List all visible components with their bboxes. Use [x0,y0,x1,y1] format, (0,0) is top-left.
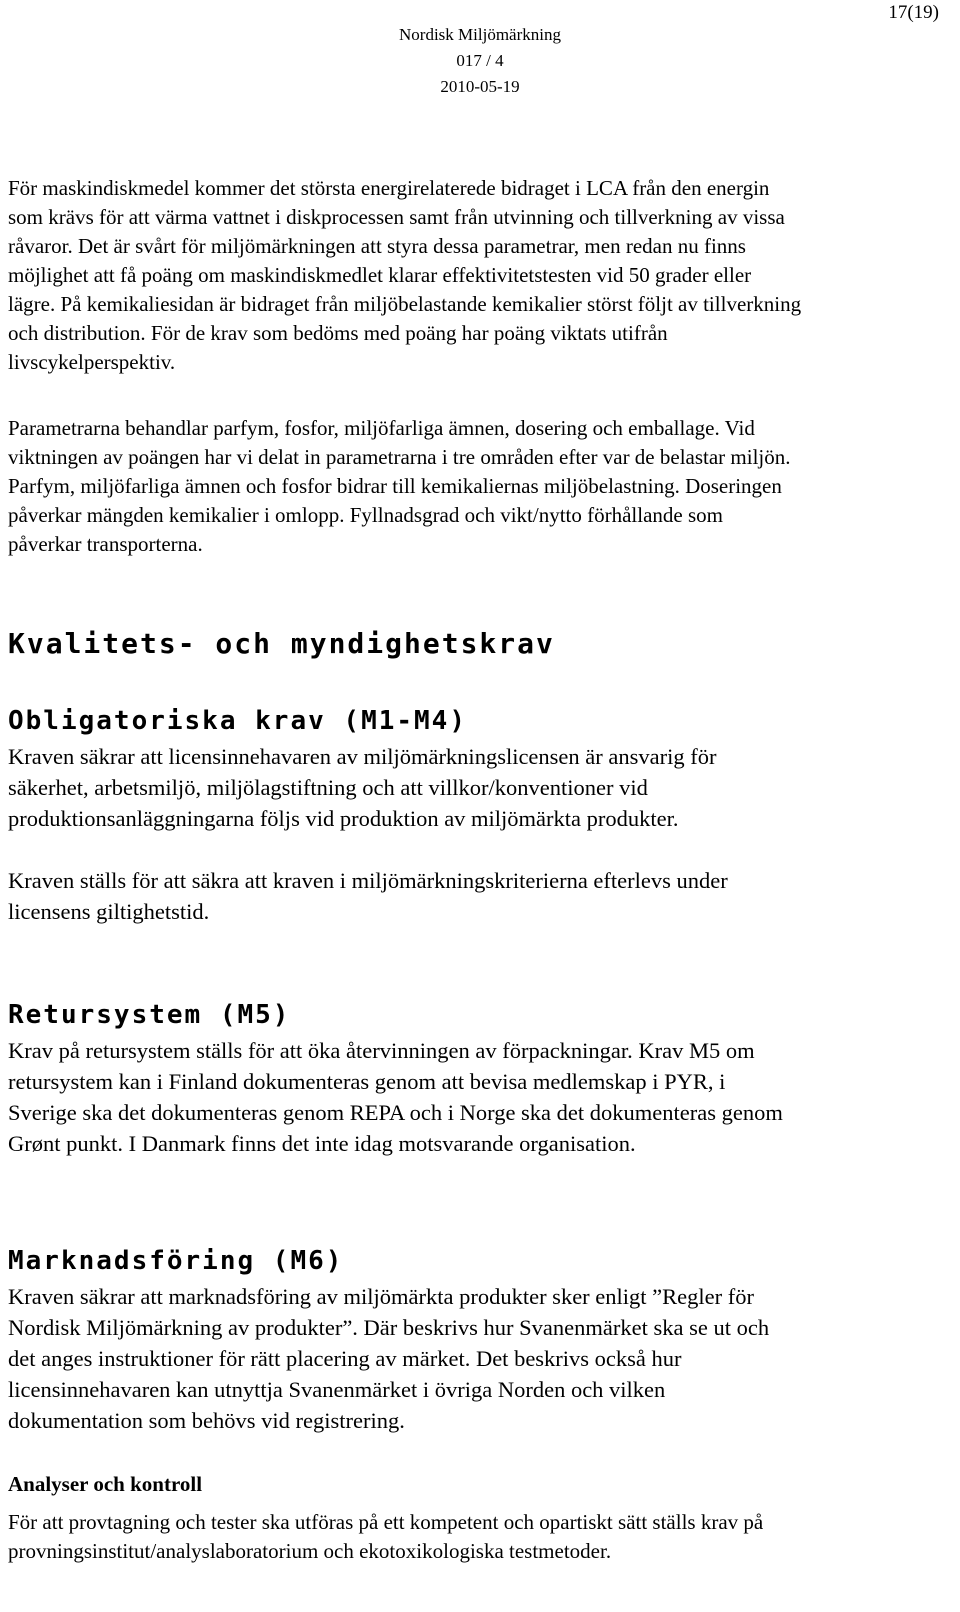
text-line: livscykelperspektiv. [8,350,176,374]
text-line: licensinnehavaren kan utnyttja Svanenmärket i övriga Norden och vilken [8,1377,666,1402]
marketing-paragraph [8,1281,958,1436]
text-line: Kraven ställs för att säkra att kraven i miljömärkningskriterierna efterlevs under [8,868,728,893]
text-line: Parfym, miljöfarliga ämnen och fosfor bidrar till kemikaliernas miljöbelastning. Doseringen [8,474,782,498]
analysis-paragraph [8,1508,958,1566]
text-line: dokumentation som behövs vid registrering. [8,1408,405,1433]
text-line: Kraven säkrar att licensinnehavaren av miljömärkningslicensen är ansvarig för [8,744,717,769]
text-line: säkerhet, arbetsmiljö, miljölagstiftning och att villkor/konventioner vid [8,775,648,800]
text-line: viktningen av poängen har vi delat in parametrarna i tre områden efter var de belastar miljön. [8,445,791,469]
text-line: Krav på retursystem ställs för att öka återvinningen av förpackningar. Krav M5 om [8,1038,755,1063]
text-line: Parametrarna behandlar parfym, fosfor, miljöfarliga ämnen, dosering och emballage. Vid [8,416,755,440]
marketing-heading: Marknadsföring (M6) [8,1246,344,1276]
intro-paragraph-2 [8,414,958,559]
text-line: det anges instruktioner för rätt placering av märket. Det beskrivs också hur [8,1346,682,1371]
analysis-heading: Analyser och kontroll [8,1472,203,1496]
text-line: möjlighet att få poäng om maskindiskmedlet klarar effektivitetstesten vid 50 grader eller [8,263,752,287]
text-line: Nordisk Miljömärkning av produkter”. Där beskrivs hur Svanenmärket ska se ut och [8,1315,770,1340]
text-line: licensens giltighetstid. [8,899,210,924]
header-organization: Nordisk Miljömärkning [399,25,561,44]
text-line: som krävs för att värma vattnet i diskprocessen samt från utvinning och tillverkning av vissa [8,205,785,229]
text-line: provningsinstitut/analyslaboratorium och ekotoxikologiska testmetoder. [8,1539,612,1563]
mandatory-paragraph-2 [8,865,958,927]
intro-paragraph-1 [8,174,958,377]
text-line: retursystem kan i Finland dokumenteras genom att bevisa medlemskap i PYR, i [8,1069,726,1094]
page-number: 17(19) [888,2,939,23]
document-header [0,22,960,100]
text-line: Sverige ska det dokumenteras genom REPA och i Norge ska det dokumenteras genom [8,1100,783,1125]
text-line: Grønt punkt. I Danmark finns det inte idag motsvarande organisation. [8,1131,636,1156]
text-line: För maskindiskmedel kommer det största energirelaterede bidraget i LCA från den energin [8,176,770,200]
text-line: och distribution. För de krav som bedöms med poäng har poäng viktats utifrån [8,321,668,345]
section-heading: Kvalitets- och myndighetskrav [8,627,555,660]
text-line: råvaror. Det är svårt för miljömärkningen att styra dessa parametrar, men redan nu finns [8,234,746,258]
return-system-heading: Retursystem (M5) [8,1000,291,1030]
text-line: produktionsanläggningarna följs vid produktion av miljömärkta produkter. [8,806,679,831]
header-reference: 017 / 4 [456,51,504,70]
text-line: För att provtagning och tester ska utföras på ett kompetent och opartiskt sätt ställs krav på [8,1510,764,1534]
mandatory-heading: Obligatoriska krav (M1-M4) [8,706,467,736]
text-line: påverkar transporterna. [8,532,203,556]
text-line: Kraven säkrar att marknadsföring av miljömärkta produkter sker enligt ”Regler för [8,1284,754,1309]
header-date: 2010-05-19 [440,77,520,96]
text-line: lägre. På kemikaliesidan är bidraget från miljöbelastande kemikalier störst följt av tillverkning [8,292,802,316]
mandatory-paragraph-1 [8,741,958,834]
text-line: påverkar mängden kemikalier i omlopp. Fyllnadsgrad och vikt/nytto förhållande som [8,503,723,527]
return-system-paragraph [8,1035,958,1159]
